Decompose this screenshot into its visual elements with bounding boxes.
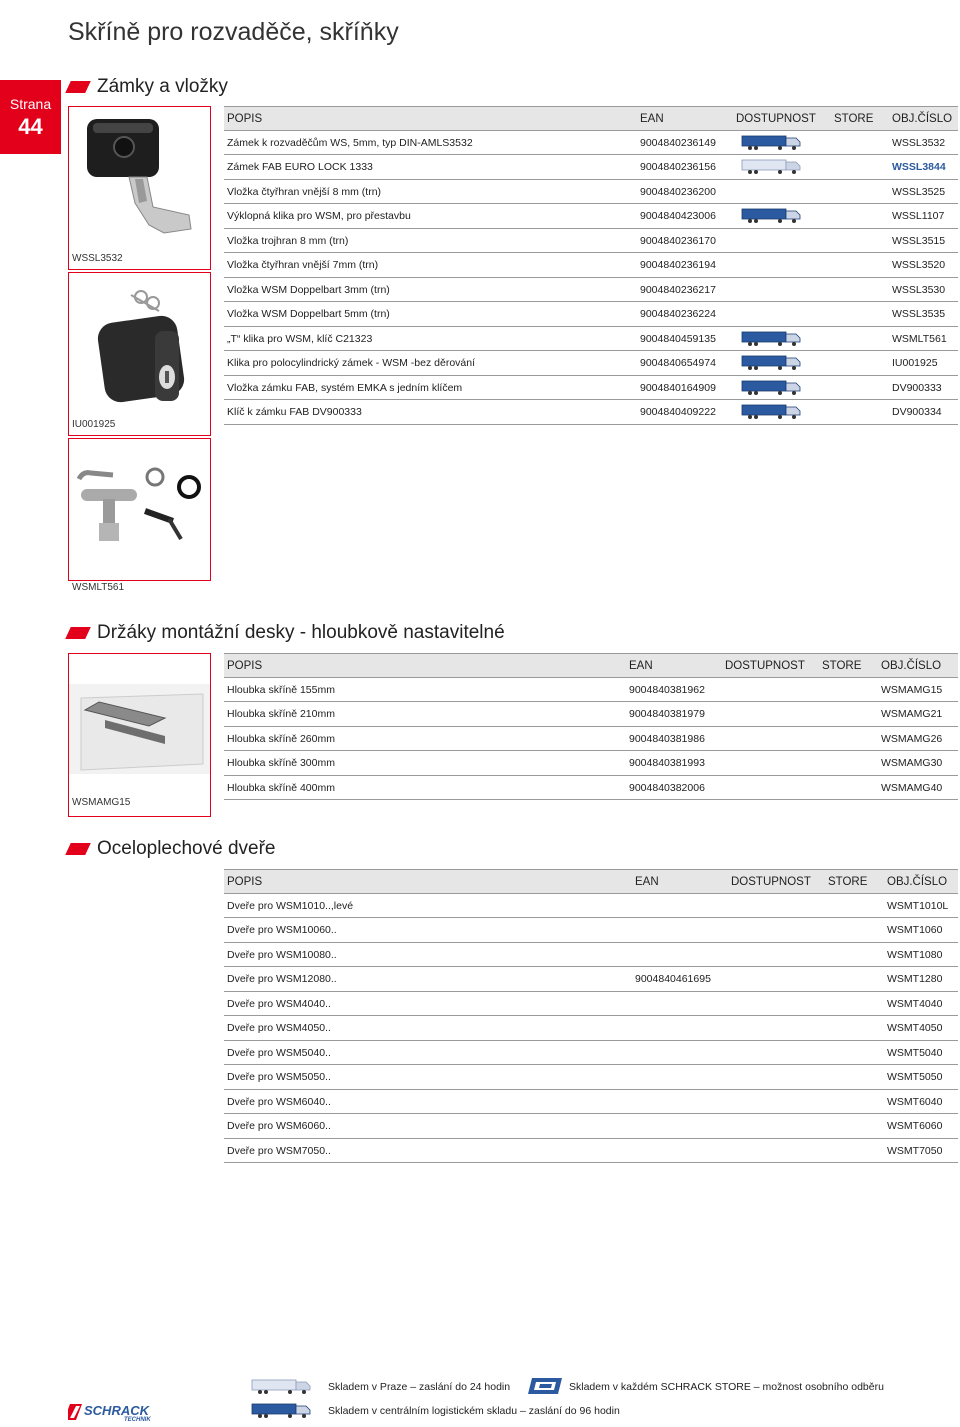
row-order-number: WSMT6040 (887, 1095, 943, 1108)
row-description: Dveře pro WSM10080.. (227, 948, 337, 961)
truck-blue-icon (250, 1402, 315, 1419)
product-photo-wssl3532 (68, 106, 211, 270)
truck-light-icon (740, 158, 805, 175)
row-order-number: WSMAMG40 (881, 781, 943, 794)
row-ean: 9004840236217 (640, 283, 716, 296)
table-row (224, 376, 958, 401)
svg-text:TECHNIK: TECHNIK (124, 1417, 151, 1422)
row-order-number: WSMAMG21 (881, 708, 943, 720)
table-row (224, 776, 958, 801)
row-description: Vložka trojhran 8 mm (trn) (227, 234, 349, 247)
table-row (224, 351, 958, 376)
store-icon (526, 1376, 564, 1396)
table-row (224, 1114, 958, 1139)
table-row (224, 1139, 958, 1164)
row-description: Dveře pro WSM6060.. (227, 1120, 331, 1132)
schrack-logo-icon (68, 1402, 160, 1422)
row-ean: 9004840382006 (629, 781, 705, 794)
photo-code: WSMLT561 (72, 582, 125, 593)
row-order-number: WSMT1010L (887, 899, 949, 912)
bracket-image (69, 654, 210, 816)
schrack-logo (68, 1402, 160, 1420)
row-description: Zámek k rozvaděčům WS, 5mm, typ DIN-AMLS3532 (227, 136, 473, 149)
row-ean: 9004840461695 (635, 973, 711, 985)
table-row (224, 1041, 958, 1066)
page-number: 44 (18, 114, 43, 139)
row-description: Hloubka skříně 155mm (227, 683, 335, 696)
row-order-number: WSMAMG15 (881, 683, 943, 696)
legend-24h: Skladem v Praze – zaslání do 24 hodin (328, 1381, 511, 1393)
page-number-badge (0, 80, 61, 154)
row-order-number: WSMT4040 (887, 997, 943, 1010)
table-row (224, 180, 958, 205)
truck-blue-icon (740, 379, 805, 396)
table-row (224, 702, 958, 727)
table-row (224, 278, 958, 303)
row-order-number: WSMT6060 (887, 1120, 943, 1132)
row-description: Vložka čtyřhran vnější 7mm (trn) (227, 259, 379, 271)
locks-table (224, 106, 958, 425)
row-ean: 9004840236200 (640, 185, 716, 198)
mounting-table (224, 653, 958, 800)
table-row (224, 204, 958, 229)
row-description: Dveře pro WSM4050.. (227, 1022, 331, 1034)
row-order-number: WSMT5040 (887, 1046, 943, 1059)
row-order-number: WSMT7050 (887, 1144, 943, 1157)
section-marker-icon (65, 81, 91, 93)
row-order-number: WSMT1080 (887, 948, 943, 961)
row-description: Dveře pro WSM4040.. (227, 997, 331, 1010)
truck-blue-icon (740, 354, 805, 371)
row-order-number: WSSL3530 (892, 283, 946, 296)
product-photo-wsmamg15 (68, 653, 211, 817)
row-description: Výklopná klika pro WSM, pro přestavbu (227, 210, 411, 222)
row-ean: 9004840409222 (640, 406, 716, 418)
row-ean: 9004840236149 (640, 136, 716, 149)
row-description: Vložka WSM Doppelbart 3mm (trn) (227, 283, 390, 296)
row-ean: 9004840381979 (629, 708, 705, 720)
table-row (224, 400, 958, 425)
row-order-number: WSMT1280 (887, 973, 943, 985)
row-ean: 9004840423006 (640, 210, 716, 222)
row-description: Klíč k zámku FAB DV900333 (227, 406, 362, 418)
row-description: Dveře pro WSM6040.. (227, 1095, 331, 1108)
row-order-number: DV900334 (892, 406, 942, 418)
table-header: POPIS EAN DOSTUPNOST STORE OBJ.ČÍSLO (224, 653, 958, 678)
page-title: Skříně pro rozvaděče, skříňky (68, 17, 399, 46)
section-title-doors: Oceloplechové dveře (68, 837, 276, 861)
row-description: „T“ klika pro WSM, klíč C21323 (227, 332, 373, 345)
table-row (224, 727, 958, 752)
photo-code: WSSL3532 (72, 253, 123, 264)
row-order-number: WSMLT561 (892, 332, 947, 345)
table-row (224, 1016, 958, 1041)
lock-handle-image (69, 273, 210, 435)
row-ean: 9004840381962 (629, 683, 705, 696)
row-ean: 9004840654974 (640, 357, 716, 369)
table-row (224, 992, 958, 1017)
row-ean: 9004840459135 (640, 332, 716, 345)
row-ean: 9004840381986 (629, 732, 705, 745)
row-description: Dveře pro WSM1010..,levé (227, 899, 354, 912)
row-description: Hloubka skříně 210mm (227, 708, 335, 720)
legend-96h: Skladem v centrálním logistickém skladu – zaslání do 96 hodin (328, 1405, 620, 1417)
truck-blue-icon (740, 207, 805, 224)
table-row (224, 751, 958, 776)
row-description: Vložka čtyřhran vnější 8 mm (trn) (227, 185, 382, 198)
row-order-number: WSSL3532 (892, 136, 946, 149)
row-order-number: WSSL3525 (892, 185, 946, 198)
row-ean: 9004840236194 (640, 259, 716, 271)
table-header: POPIS EAN DOSTUPNOST STORE OBJ.ČÍSLO (224, 106, 958, 131)
section-marker-icon (65, 627, 91, 639)
row-order-number: DV900333 (892, 381, 942, 394)
truck-light-icon (250, 1378, 315, 1395)
row-ean: 9004840164909 (640, 381, 716, 394)
row-description: Dveře pro WSM5050.. (227, 1071, 331, 1083)
row-description: Zámek FAB EURO LOCK 1333 (227, 161, 373, 173)
row-order-number: IU001925 (892, 357, 938, 369)
row-description: Dveře pro WSM10060.. (227, 924, 337, 936)
row-description: Vložka zámku FAB, systém EMKA s jedním klíčem (227, 381, 463, 394)
photo-code: IU001925 (72, 419, 116, 430)
table-row (224, 967, 958, 992)
t-handle-image (69, 439, 210, 580)
row-order-number: WSSL1107 (892, 210, 945, 222)
row-order-number: WSMAMG26 (881, 732, 943, 745)
table-row (224, 302, 958, 327)
table-row (224, 894, 958, 919)
table-header: POPIS EAN DOSTUPNOST STORE OBJ.ČÍSLO (224, 869, 958, 894)
row-ean: 9004840236224 (640, 308, 716, 320)
row-order-number: WSSL3515 (892, 234, 946, 247)
table-row (224, 918, 958, 943)
table-row (224, 678, 958, 703)
table-row (224, 155, 958, 180)
table-row (224, 1065, 958, 1090)
table-row (224, 131, 958, 156)
row-description: Hloubka skříně 260mm (227, 732, 335, 745)
table-row (224, 1090, 958, 1115)
lock-image (69, 107, 210, 269)
truck-blue-icon (740, 134, 805, 151)
row-description: Dveře pro WSM12080.. (227, 973, 337, 985)
row-order-number: WSSL3520 (892, 259, 946, 271)
strana-label: Strana (9, 96, 52, 112)
truck-blue-icon (740, 330, 805, 347)
table-row (224, 327, 958, 352)
row-description: Klika pro polocylindrický zámek - WSM -bez děrování (227, 357, 476, 369)
section-title-locks: Zámky a vložky (68, 75, 228, 99)
table-row (224, 229, 958, 254)
table-row (224, 943, 958, 968)
photo-code: WSMAMG15 (72, 797, 131, 808)
product-photo-wsmlt561 (68, 438, 211, 581)
product-photo-iu001925 (68, 272, 211, 436)
row-order-number: WSMT1060 (887, 924, 943, 936)
row-ean: 9004840236156 (640, 161, 716, 173)
row-description: Dveře pro WSM7050.. (227, 1144, 331, 1157)
row-order-number: WSSL3844 (892, 161, 946, 173)
truck-blue-icon (740, 403, 805, 420)
table-row (224, 253, 958, 278)
svg-text:SCHRACK: SCHRACK (84, 1403, 149, 1418)
row-order-number: WSMT4050 (887, 1022, 943, 1034)
row-ean: 9004840381993 (629, 757, 705, 769)
row-order-number: WSMAMG30 (881, 757, 943, 769)
doors-table (224, 869, 958, 1163)
section-marker-icon (65, 843, 91, 855)
legend-store: Skladem v každém SCHRACK STORE – možnost osobního odběru (569, 1381, 884, 1393)
row-description: Hloubka skříně 300mm (227, 757, 335, 769)
row-description: Vložka WSM Doppelbart 5mm (trn) (227, 308, 390, 320)
row-ean: 9004840236170 (640, 234, 716, 247)
row-order-number: WSMT5050 (887, 1071, 943, 1083)
section-title-mounting: Držáky montážní desky - hloubkově nastavitelné (68, 621, 505, 645)
row-order-number: WSSL3535 (892, 308, 946, 320)
row-description: Hloubka skříně 400mm (227, 781, 335, 794)
row-description: Dveře pro WSM5040.. (227, 1046, 331, 1059)
